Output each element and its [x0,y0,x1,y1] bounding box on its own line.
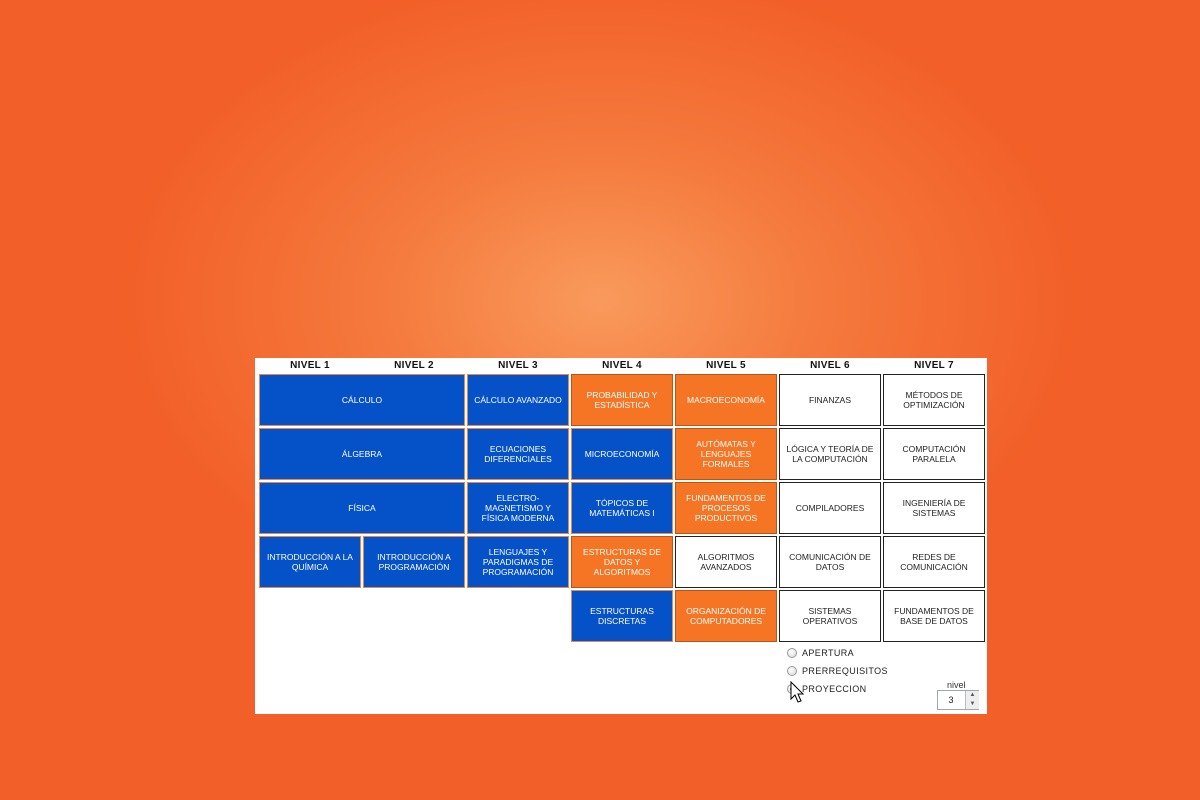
option-apertura-label: APERTURA [802,648,855,658]
course-estructuras-discretas[interactable]: ESTRUCTURAS DISCRETAS [571,590,673,642]
stepper-down-icon[interactable]: ▼ [965,700,979,709]
course-finanzas[interactable]: FINANZAS [779,374,881,426]
nivel-value[interactable]: 3 [948,695,954,705]
course-fundamentos-procesos[interactable]: FUNDAMENTOS DE PROCESOS PRODUCTIVOS [675,482,777,534]
course-compiladores[interactable]: COMPILADORES [779,482,881,534]
option-apertura[interactable] [787,648,854,658]
nivel-stepper[interactable] [937,690,979,710]
course-redes-comunicacion[interactable]: REDES DE COMUNICACIÓN [883,536,985,588]
header-nivel-5: NIVEL 5 [706,360,746,371]
header-nivel-6: NIVEL 6 [810,360,850,371]
option-prerrequisitos-label: PRERREQUISITOS [802,666,888,676]
course-computacion-paralela[interactable]: COMPUTACIÓN PARALELA [883,428,985,480]
course-calculo[interactable]: CÁLCULO [259,374,465,426]
mouse-cursor-icon [790,681,806,705]
option-prerrequisitos[interactable] [787,666,888,676]
course-fisica[interactable]: FÍSICA [259,482,465,534]
course-probabilidad[interactable]: PROBABILIDAD Y ESTADÍSTICA [571,374,673,426]
header-nivel-1: NIVEL 1 [290,360,330,371]
course-logica-teoria[interactable]: LÓGICA Y TEORÍA DE LA COMPUTACIÓN [779,428,881,480]
course-algoritmos-avanzados[interactable]: ALGORITMOS AVANZADOS [675,536,777,588]
stepper-up-icon[interactable]: ▲ [965,691,979,700]
course-electromagnetismo[interactable]: ELECTRO-MAGNETISMO Y FÍSICA MODERNA [467,482,569,534]
course-microeconomia[interactable]: MICROECONOMÍA [571,428,673,480]
nivel-label: nivel [947,680,966,690]
course-lenguajes-paradigmas[interactable]: LENGUAJES Y PARADIGMAS DE PROGRAMACIÓN [467,536,569,588]
course-automatas[interactable]: AUTÓMATAS Y LENGUAJES FORMALES [675,428,777,480]
course-ingenieria-sistemas[interactable]: INGENIERÍA DE SISTEMAS [883,482,985,534]
option-proyeccion-label: PROYECCION [802,684,867,694]
course-calculo-avanzado[interactable]: CÁLCULO AVANZADO [467,374,569,426]
course-estructuras-datos[interactable]: ESTRUCTURAS DE DATOS Y ALGORITMOS [571,536,673,588]
header-nivel-4: NIVEL 4 [602,360,642,371]
course-algebra[interactable]: ÁLGEBRA [259,428,465,480]
course-metodos-optimizacion[interactable]: MÉTODOS DE OPTIMIZACIÓN [883,374,985,426]
course-intro-quimica[interactable]: INTRODUCCIÓN A LA QUÍMICA [259,536,361,588]
course-fundamentos-bd[interactable]: FUNDAMENTOS DE BASE DE DATOS [883,590,985,642]
course-sistemas-operativos[interactable]: SISTEMAS OPERATIVOS [779,590,881,642]
header-nivel-7: NIVEL 7 [914,360,954,371]
header-nivel-3: NIVEL 3 [498,360,538,371]
course-macroeconomia[interactable]: MACROECONOMÍA [675,374,777,426]
course-ecuaciones-diferenciales[interactable]: ECUACIONES DIFERENCIALES [467,428,569,480]
course-topicos-matematicas[interactable]: TÓPICOS DE MATEMÁTICAS I [571,482,673,534]
curriculum-panel [255,358,987,714]
header-nivel-2: NIVEL 2 [394,360,434,371]
course-intro-programacion[interactable]: INTRODUCCIÓN A PROGRAMACIÓN [363,536,465,588]
course-organizacion-computadores[interactable]: ORGANIZACIÓN DE COMPUTADORES [675,590,777,642]
course-comunicacion-datos[interactable]: COMUNICACIÓN DE DATOS [779,536,881,588]
radio-prerrequisitos[interactable] [787,666,797,676]
radio-apertura[interactable] [787,648,797,658]
